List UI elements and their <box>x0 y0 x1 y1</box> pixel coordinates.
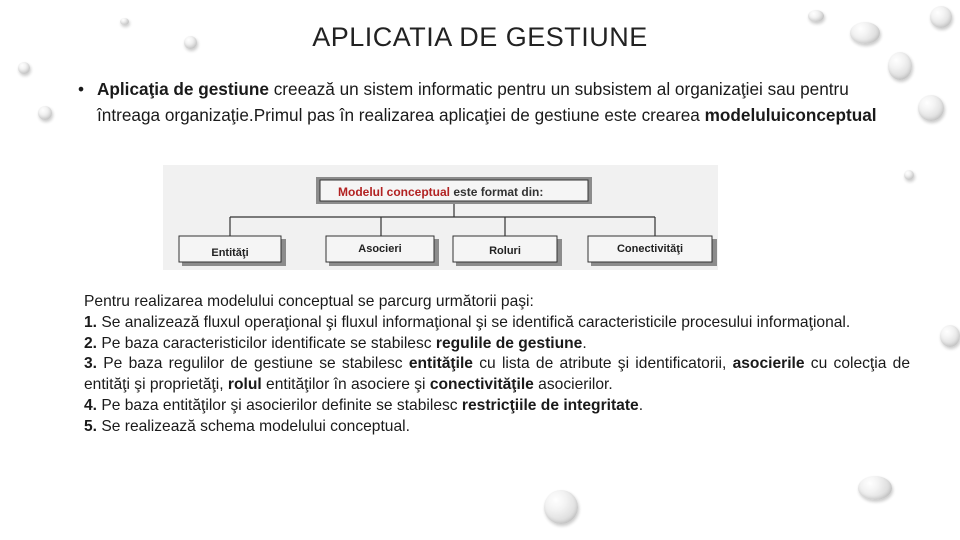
intro-paragraph <box>78 76 888 128</box>
diagram-node-asocieri: Asocieri <box>358 243 402 255</box>
slide-title: APLICATIA DE GESTIUNE <box>312 22 648 52</box>
intro-text: creează un sistem informatic pentru un subsistem al organizaţiei sau pentru întreaga organizaţie.Primul pas în realizarea aplicaţiei de gestiune este crearea <box>97 79 849 125</box>
water-drop-decoration <box>904 170 914 180</box>
water-drop-decoration <box>888 52 912 80</box>
diagram-node-roluri: Roluri <box>489 245 521 257</box>
step-2: 2. Pe baza caracteristicilor identificate se stabilesc regulile de gestiune. <box>84 334 587 352</box>
conceptual-model-diagram <box>163 165 718 270</box>
water-drop-decoration <box>940 325 960 347</box>
water-drop-decoration <box>808 10 824 22</box>
intro-term: Aplicaţia de gestiune <box>97 79 269 99</box>
steps-text <box>84 292 910 438</box>
step-5: 5. Se realizează schema modelului conceptual. <box>84 417 410 435</box>
step-1: 1. Se analizează fluxul operaţional şi fluxul informaţional şi se identifică caracteristicile procesului informaţional. <box>84 313 851 331</box>
water-drop-decoration <box>18 62 30 74</box>
diagram-node-entitati: Entităţi <box>211 247 249 259</box>
water-drop-decoration <box>38 106 52 120</box>
step-4: 4. Pe baza entităţilor şi asocierilor definite se stabilesc restricţiile de integritate. <box>84 396 644 414</box>
bullet-marker: • <box>78 79 85 99</box>
water-drop-decoration <box>918 95 944 121</box>
steps-intro: Pentru realizarea modelului conceptual se parcurg următorii paşi: <box>84 293 534 310</box>
water-drop-decoration <box>858 476 892 500</box>
step-3: 3. Pe baza regulilor de gestiune se stabilesc entităţile cu lista de atribute şi identificatorii, asocierile cu colecţia de entităţi şi proprietăţi, rolul entităţilor în asociere şi conectivităţile asocierilor. <box>84 355 910 394</box>
diagram-root-label: Modelul conceptual este format din: <box>338 185 544 199</box>
intro-term-end: modeluluiconceptual <box>704 105 877 125</box>
water-drop-decoration <box>544 490 578 524</box>
diagram-node-conectivitati: Conectivităţi <box>616 243 683 255</box>
